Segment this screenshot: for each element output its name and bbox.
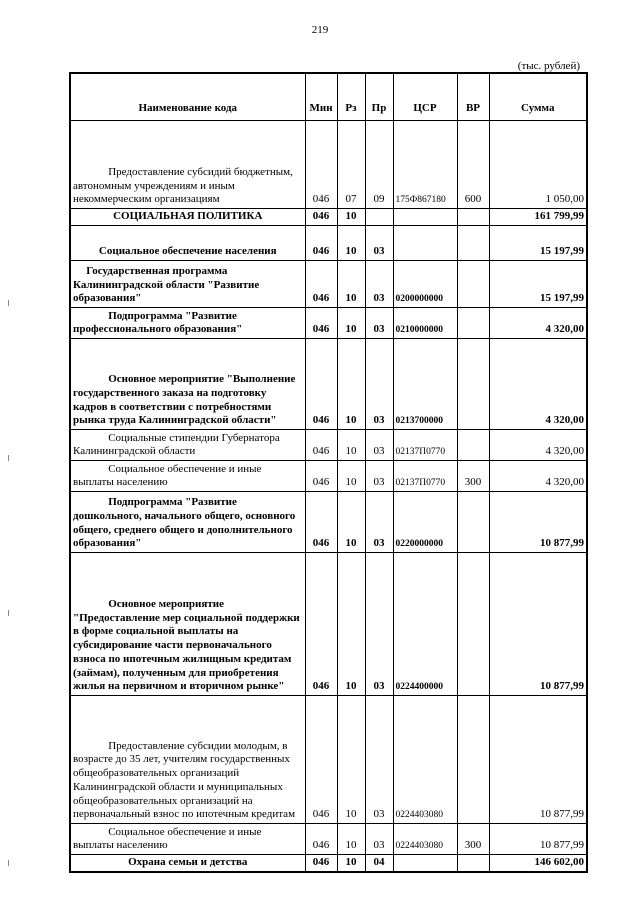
row-min: 046	[305, 430, 337, 461]
page-number: 219	[311, 24, 329, 36]
table-row	[70, 696, 587, 824]
row-pr: 03	[365, 696, 393, 824]
row-sum: 146 602,00	[489, 855, 587, 873]
header-rz: Рз	[337, 73, 365, 121]
row-sum: 15 197,99	[489, 261, 587, 308]
table-row	[70, 461, 587, 492]
row-csr: 0210000000	[393, 308, 457, 339]
row-vr	[457, 696, 489, 824]
row-name: Социальное обеспечение и иные выплаты населению	[70, 461, 305, 492]
row-min: 046	[305, 696, 337, 824]
row-name: Социальное обеспечение населения	[70, 226, 305, 261]
row-sum: 10 877,99	[489, 492, 587, 553]
row-vr	[457, 492, 489, 553]
row-vr	[457, 430, 489, 461]
row-sum: 10 877,99	[489, 696, 587, 824]
row-pr: 03	[365, 824, 393, 855]
header-min: Мин	[305, 73, 337, 121]
row-vr	[457, 308, 489, 339]
row-pr: 09	[365, 121, 393, 209]
row-sum: 1 050,00	[489, 121, 587, 209]
row-min: 046	[305, 824, 337, 855]
table-row	[70, 553, 587, 696]
row-csr: 0220000000	[393, 492, 457, 553]
scan-margin-mark	[8, 860, 9, 866]
row-name: СОЦИАЛЬНАЯ ПОЛИТИКА	[70, 209, 305, 226]
header-pr: Пр	[365, 73, 393, 121]
row-name: Предоставление субсидии молодым, в возрасте до 35 лет, учителям государственных общеобразовательных организаций Калининградской области и муниципальных общеобразовательных организаций на первоначальный взнос по ипотечным кредитам	[70, 696, 305, 824]
header-csr: ЦСР	[393, 73, 457, 121]
row-name: Предоставление субсидий бюджетным, автономным учреждениям и иным некоммерческим организациям	[70, 121, 305, 209]
row-sum: 15 197,99	[489, 226, 587, 261]
row-name: Подпрограмма "Развитие дошкольного, начального общего, основного общего, среднего общего и дополнительного образования"	[70, 492, 305, 553]
table-row	[70, 226, 587, 261]
table-row	[70, 430, 587, 461]
row-min: 046	[305, 855, 337, 873]
row-rz: 07	[337, 121, 365, 209]
row-min: 046	[305, 553, 337, 696]
row-vr	[457, 261, 489, 308]
row-vr: 300	[457, 824, 489, 855]
row-name: Основное мероприятие "Предоставление мер социальной поддержки в форме социальной выплаты на субсидирование части первоначального взноса по ипотечным жилищным кредитам (займам), полученным для приобретения жилья на первичном и вторичном рынке"	[70, 553, 305, 696]
row-csr: 0224400000	[393, 553, 457, 696]
table-row	[70, 308, 587, 339]
table-row	[70, 261, 587, 308]
table-row	[70, 209, 587, 226]
row-csr	[393, 855, 457, 873]
header-vr: ВР	[457, 73, 489, 121]
row-rz: 10	[337, 261, 365, 308]
row-rz: 10	[337, 430, 365, 461]
row-name: Охрана семьи и детства	[70, 855, 305, 873]
row-rz: 10	[337, 492, 365, 553]
row-sum: 10 877,99	[489, 824, 587, 855]
row-rz: 10	[337, 824, 365, 855]
row-pr: 03	[365, 261, 393, 308]
scan-margin-mark	[8, 455, 9, 461]
row-pr: 03	[365, 339, 393, 430]
row-min: 046	[305, 339, 337, 430]
table-row	[70, 855, 587, 873]
row-csr: 0224403080	[393, 824, 457, 855]
row-pr: 04	[365, 855, 393, 873]
scan-margin-mark	[8, 610, 9, 616]
table-row	[70, 339, 587, 430]
row-pr: 03	[365, 492, 393, 553]
row-name: Социальное обеспечение и иные выплаты населению	[70, 824, 305, 855]
row-sum: 10 877,99	[489, 553, 587, 696]
row-vr	[457, 209, 489, 226]
row-rz: 10	[337, 696, 365, 824]
row-csr: 175Ф867180	[393, 121, 457, 209]
row-min: 046	[305, 461, 337, 492]
row-min: 046	[305, 209, 337, 226]
row-csr: 0213700000	[393, 339, 457, 430]
row-rz: 10	[337, 855, 365, 873]
row-csr: 02137П0770	[393, 430, 457, 461]
row-sum: 4 320,00	[489, 339, 587, 430]
header-sum: Сумма	[489, 73, 587, 121]
row-sum: 4 320,00	[489, 308, 587, 339]
row-pr	[365, 209, 393, 226]
row-min: 046	[305, 492, 337, 553]
row-min: 046	[305, 226, 337, 261]
row-vr	[457, 553, 489, 696]
row-pr: 03	[365, 226, 393, 261]
row-csr: 02137П0770	[393, 461, 457, 492]
units-label: (тыс. рублей)	[517, 60, 580, 72]
row-vr	[457, 855, 489, 873]
table-row	[70, 824, 587, 855]
row-vr: 300	[457, 461, 489, 492]
row-rz: 10	[337, 209, 365, 226]
row-min: 046	[305, 308, 337, 339]
row-pr: 03	[365, 308, 393, 339]
row-vr	[457, 226, 489, 261]
row-csr	[393, 209, 457, 226]
row-pr: 03	[365, 553, 393, 696]
table-row	[70, 492, 587, 553]
row-rz: 10	[337, 461, 365, 492]
row-min: 046	[305, 261, 337, 308]
scan-margin-mark	[8, 300, 9, 306]
row-rz: 10	[337, 226, 365, 261]
header-name: Наименование кода	[70, 73, 305, 121]
row-vr: 600	[457, 121, 489, 209]
row-name: Основное мероприятие "Выполнение государственного заказа на подготовку кадров в соответствии с потребностями рынка труда Калининградской области"	[70, 339, 305, 430]
table-row	[70, 121, 587, 209]
row-sum: 161 799,99	[489, 209, 587, 226]
row-pr: 03	[365, 430, 393, 461]
row-name: Подпрограмма "Развитие профессионального образования"	[70, 308, 305, 339]
row-sum: 4 320,00	[489, 430, 587, 461]
row-csr: 0224403080	[393, 696, 457, 824]
row-pr: 03	[365, 461, 393, 492]
row-rz: 10	[337, 339, 365, 430]
row-min: 046	[305, 121, 337, 209]
row-vr	[457, 339, 489, 430]
row-csr: 0200000000	[393, 261, 457, 308]
budget-table	[69, 72, 588, 873]
row-name: Государственная программа Калининградской области "Развитие образования"	[70, 261, 305, 308]
row-csr	[393, 226, 457, 261]
table-header-row	[70, 73, 587, 121]
row-name: Социальные стипендии Губернатора Калининградской области	[70, 430, 305, 461]
row-rz: 10	[337, 553, 365, 696]
row-sum: 4 320,00	[489, 461, 587, 492]
row-rz: 10	[337, 308, 365, 339]
